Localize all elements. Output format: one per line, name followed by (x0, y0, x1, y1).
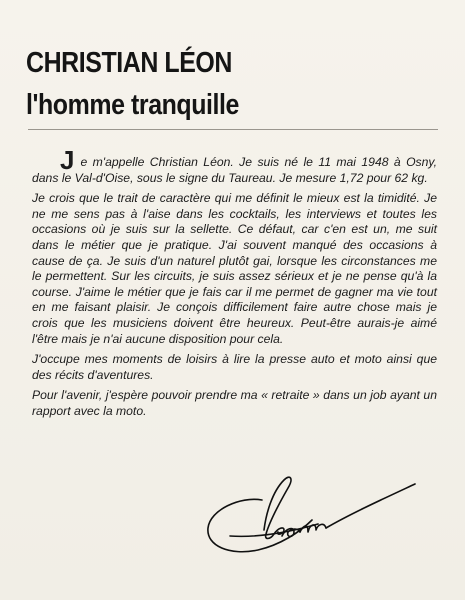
article-body (32, 145, 437, 425)
paragraph-1 (32, 145, 437, 186)
title-line-2: l'homme tranquille (26, 89, 239, 121)
paragraph-4: Pour l'avenir, j'espère pouvoir prendre ma « retraite » dans un job ayant un rapport avec la moto. (32, 388, 437, 418)
paragraph-1-text: e m'appelle Christian Léon. Je suis né le 11 mai 1948 à Osny, dans le Val-d'Oise, sous le signe du Taureau. Je mesure 1,72 pour 62 kg. (32, 155, 437, 185)
title-line-1: CHRISTIAN LÉON (26, 47, 232, 79)
title-divider (28, 129, 438, 130)
handwritten-signature (200, 470, 420, 570)
drop-cap: J (60, 145, 75, 175)
paragraph-2: Je crois que le trait de caractère qui me définit le mieux est la timidité. Je ne me sens pas à l'aise dans les cocktails, les interviews et toutes les occasions où je suis sur la sellette. Ce défaut, car c'en est un, me suit dans le métier que je pratique. J'ai souvent manqué des occasions à cause de ça. Je suis d'un naturel plutôt gai, lorsque les circonstances me le permettent. Sur les circuits, je suis assez sérieux et je ne pense qu'à la course. J'aime le métier que je fais car il me permet de gagner ma vie tout en me faisant plaisir. Je conçois difficilement faire autre chose mais je crois que les musiciens doivent être heureux. Peut-être aurais-je aimé l'être mais je n'ai aucune disposition pour cela. (32, 191, 437, 346)
paragraph-3: J'occupe mes moments de loisirs à lire la presse auto et moto ainsi que des récits d'aventures. (32, 352, 437, 382)
